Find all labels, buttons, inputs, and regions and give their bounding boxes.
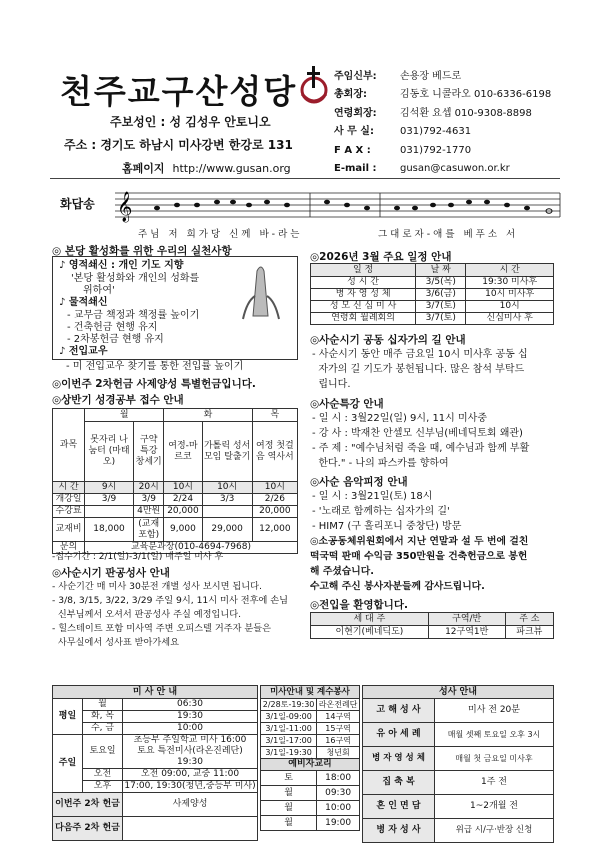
parish-title: 천주교구산성당 <box>60 72 298 111</box>
lecture-title: ◎사순특강 안내 <box>310 398 384 410</box>
info-row: 연령회장: 김석환 요셉 010-9308-8898 <box>334 107 532 119</box>
concert-title: ◎사순 음악피정 안내 <box>310 476 408 488</box>
lyrics-right: 그대로자-애를 베푸소 서 <box>378 229 519 240</box>
course-name: 여정 첫걸음 역사서 <box>252 422 297 482</box>
bulletin-header <box>40 58 560 176</box>
list-item: - 2차봉헌금 현행 유지 <box>67 334 164 345</box>
info-row: E-mail : gusan@casuwon.or.kr <box>334 163 510 175</box>
homepage-url[interactable]: http://www.gusan.org <box>172 162 291 175</box>
concert-text: - 일 시 : 3월21일(토) 18시 - '노래로 함께하는 십자가의 길' - HIM7 (구 홀리포니 중창단) 방문 <box>312 491 462 532</box>
row-label: 시 간 <box>53 482 85 494</box>
mass-table: 미 사 안 내 평일 월 06:30 화, 목 19:30 수, 금 10:00 주일 토요일 초등부 주일학교 미사 16:00 토요 특전미사(라온진례단) 19:30 오전 오전 09:00, 교중 11:00 오후 17:00, 19:30(청년,중등부 미사) 이번주 2차 헌금 사제양성 다음주 2차 헌금 <box>52 685 258 841</box>
duty-table: 미사안내 및 계수봉사 2/28토-19:30 라온전례단 3/1일-09:00 14구역 3/1일-11:00 15구역 3/1일-17:00 16구역 3/1일-19:30 청년회 예비자교리 토 18:00 월 09:30 월 10:00 월 19:00 <box>260 685 360 831</box>
material-renewal: ♪ 물적쇄신 <box>59 297 108 308</box>
info-row: F A X : 031)792-1770 <box>334 144 472 156</box>
welcome-table: 세 대 주 구역/반 주 소 이현기(베네딕도) 12구역1반 파크뷰 <box>310 612 554 639</box>
row-label: 문의 <box>53 542 85 554</box>
course-name: 못자리 나눔터 (마태오) <box>85 422 134 482</box>
welcome-title: ◎전입을 환영합니다. <box>310 599 408 611</box>
new-parishioner: ♪ 전입교우 <box>59 346 108 357</box>
info-row: 사 무 실: 031)792-4631 <box>334 126 472 138</box>
contact-info <box>334 68 551 178</box>
info-row: 주임신부: 손용장 베드로 <box>334 71 462 82</box>
way-of-cross-text: - 사순시기 동안 매주 금요일 10시 미사후 공동 십 자가의 길 기도가 봉헌됩니다. 많은 참석 부탁드 립니다. <box>312 349 528 390</box>
table-header: 목 <box>252 409 297 422</box>
course-name: 가톨릭 성서 모임 탈출기 <box>202 422 252 482</box>
table-header: 월 <box>85 409 164 422</box>
list-item: - 미 전입교우 찾기를 통한 전입률 높이기 <box>66 361 244 372</box>
spiritual-text: 위하여' <box>83 285 115 296</box>
parish-logo-icon <box>290 64 332 108</box>
info-row: 총회장: 김동호 니콜라오 010-6336-6198 <box>334 89 552 101</box>
confession-text: - 사순기간 매 미사 30분전 개별 성사 보시면 됩니다. - 3/8, 3/15, 3/22, 3/29 주일 9시, 11시 미사 전후에 손님 신부님께서 오셔서 판공성사 주실 예정입니다. - 힐스테이트 포함 미사역 주변 오피스텔 거주자 분들은 사무실에서 성사표 받아가세요 <box>52 581 289 648</box>
course-name: 구약 특강 창세기 <box>134 422 164 482</box>
homepage <box>122 160 291 176</box>
row-label: 수강료 <box>53 506 85 518</box>
table-header: 화 <box>164 409 252 422</box>
music-title: 화답송 <box>60 197 95 211</box>
section-activation-title: ◎ 본당 활성화를 위한 우리의 실천사항 <box>52 245 232 257</box>
parish-address: 주소 : 경기도 하남시 미사강변 한강로 131 <box>64 138 293 152</box>
bible-study-table: 과목 월 화 목 못자리 나눔터 (마태오) 구약 특강 창세기 여정-마르코 가톨릭 성서 모임 탈출기 여정 첫걸음 역사서 시 간 9시 20시 10시 10시 10시 개강일 3/9 3/9 2/24 3/3 2/26 수강료 4만원 20,000 20,000 교재비 18,000 (교재포함) 9,000 29,000 12,000 문의 교육분과장(010-4694-7968) <box>52 408 298 554</box>
lecture-text: - 일 시 : 3월22일(일) 9시, 11시 미사중 - 강 사 : 박재찬 안셀모 신부님(베네딕토회 왜관) - 주 제 : "예수님처럼 죽을 때, 예수님과 함께 부활 한다." - 나의 파스카를 향하여 <box>312 413 530 469</box>
patron-saint: 주보성인 : 성 김성우 안토니오 <box>110 115 271 129</box>
thanks-notice: ◎소공동체위원회에서 지난 연말과 설 두 번에 걸친 떡국떡 판매 수익금 350만원을 건축헌금으로 봉헌 해 주셨습니다. 수고해 주신 봉사자분들께 감사드립니다. <box>310 536 529 592</box>
psalm-response <box>60 183 565 245</box>
music-staff-icon <box>115 185 565 225</box>
schedule-table: 일 정 날 짜 시 간 성 시 간 3/5(목) 19:30 미사후 병 자 영 성 체 3/6(금) 10시 미사후 성 모 신 심 미 사 3/7(토) 10시 연령회 월례회의 3/7(토) 신심미사 후 <box>310 263 554 325</box>
confession-title: ◎사순시기 판공성사 안내 <box>52 567 170 579</box>
svg-text:𝄞: 𝄞 <box>117 192 133 222</box>
sacrament-table: 성사 안내 고 해 성 사 미사 전 20분 유 아 세 례 매월 셋째 토요일 오후 3시 병 자 영 성 체 매월 첫 금요일 미사후 집 축 복 1주 전 혼 인 면 담 1~2개월 전 병 자 성 사 위급 시/구·반장 신청 <box>362 685 554 843</box>
table-header: 과목 <box>53 409 85 482</box>
registration-period: -접수기간 : 2/1(일)-3/1(일) 매주일 미사 후 <box>52 552 224 562</box>
activation-box <box>52 256 298 360</box>
contact-value: 교육분과장(010-4694-7968) <box>85 542 298 554</box>
lyrics-left: 주님 저 희가당 신께 바-라는 <box>138 229 303 240</box>
second-collection-notice: ◎이번주 2차헌금 사제양성 특별헌금입니다. <box>52 378 256 390</box>
way-of-cross-title: ◎사순시기 공동 십자가의 길 안내 <box>310 334 466 346</box>
row-label: 교재비 <box>53 518 85 542</box>
spiritual-text: '본당 활성화와 개인의 성화를 <box>71 273 200 284</box>
praying-hands-icon <box>233 261 291 321</box>
row-label: 개강일 <box>53 494 85 506</box>
list-item: - 건축헌금 현행 유지 <box>67 322 158 333</box>
list-item: - 교무금 책정과 책정률 높이기 <box>67 310 200 321</box>
header-divider <box>50 178 560 179</box>
spiritual-renewal: ♪ 영적쇄신 : 개인 기도 지향 <box>59 260 184 271</box>
course-name: 여정-마르코 <box>164 422 202 482</box>
homepage-label: 홈페이지 <box>122 162 165 175</box>
bible-study-title: ◎상반기 성경공부 접수 안내 <box>52 394 184 406</box>
schedule-title: ◎2026년 3월 주요 일정 안내 <box>310 251 452 263</box>
